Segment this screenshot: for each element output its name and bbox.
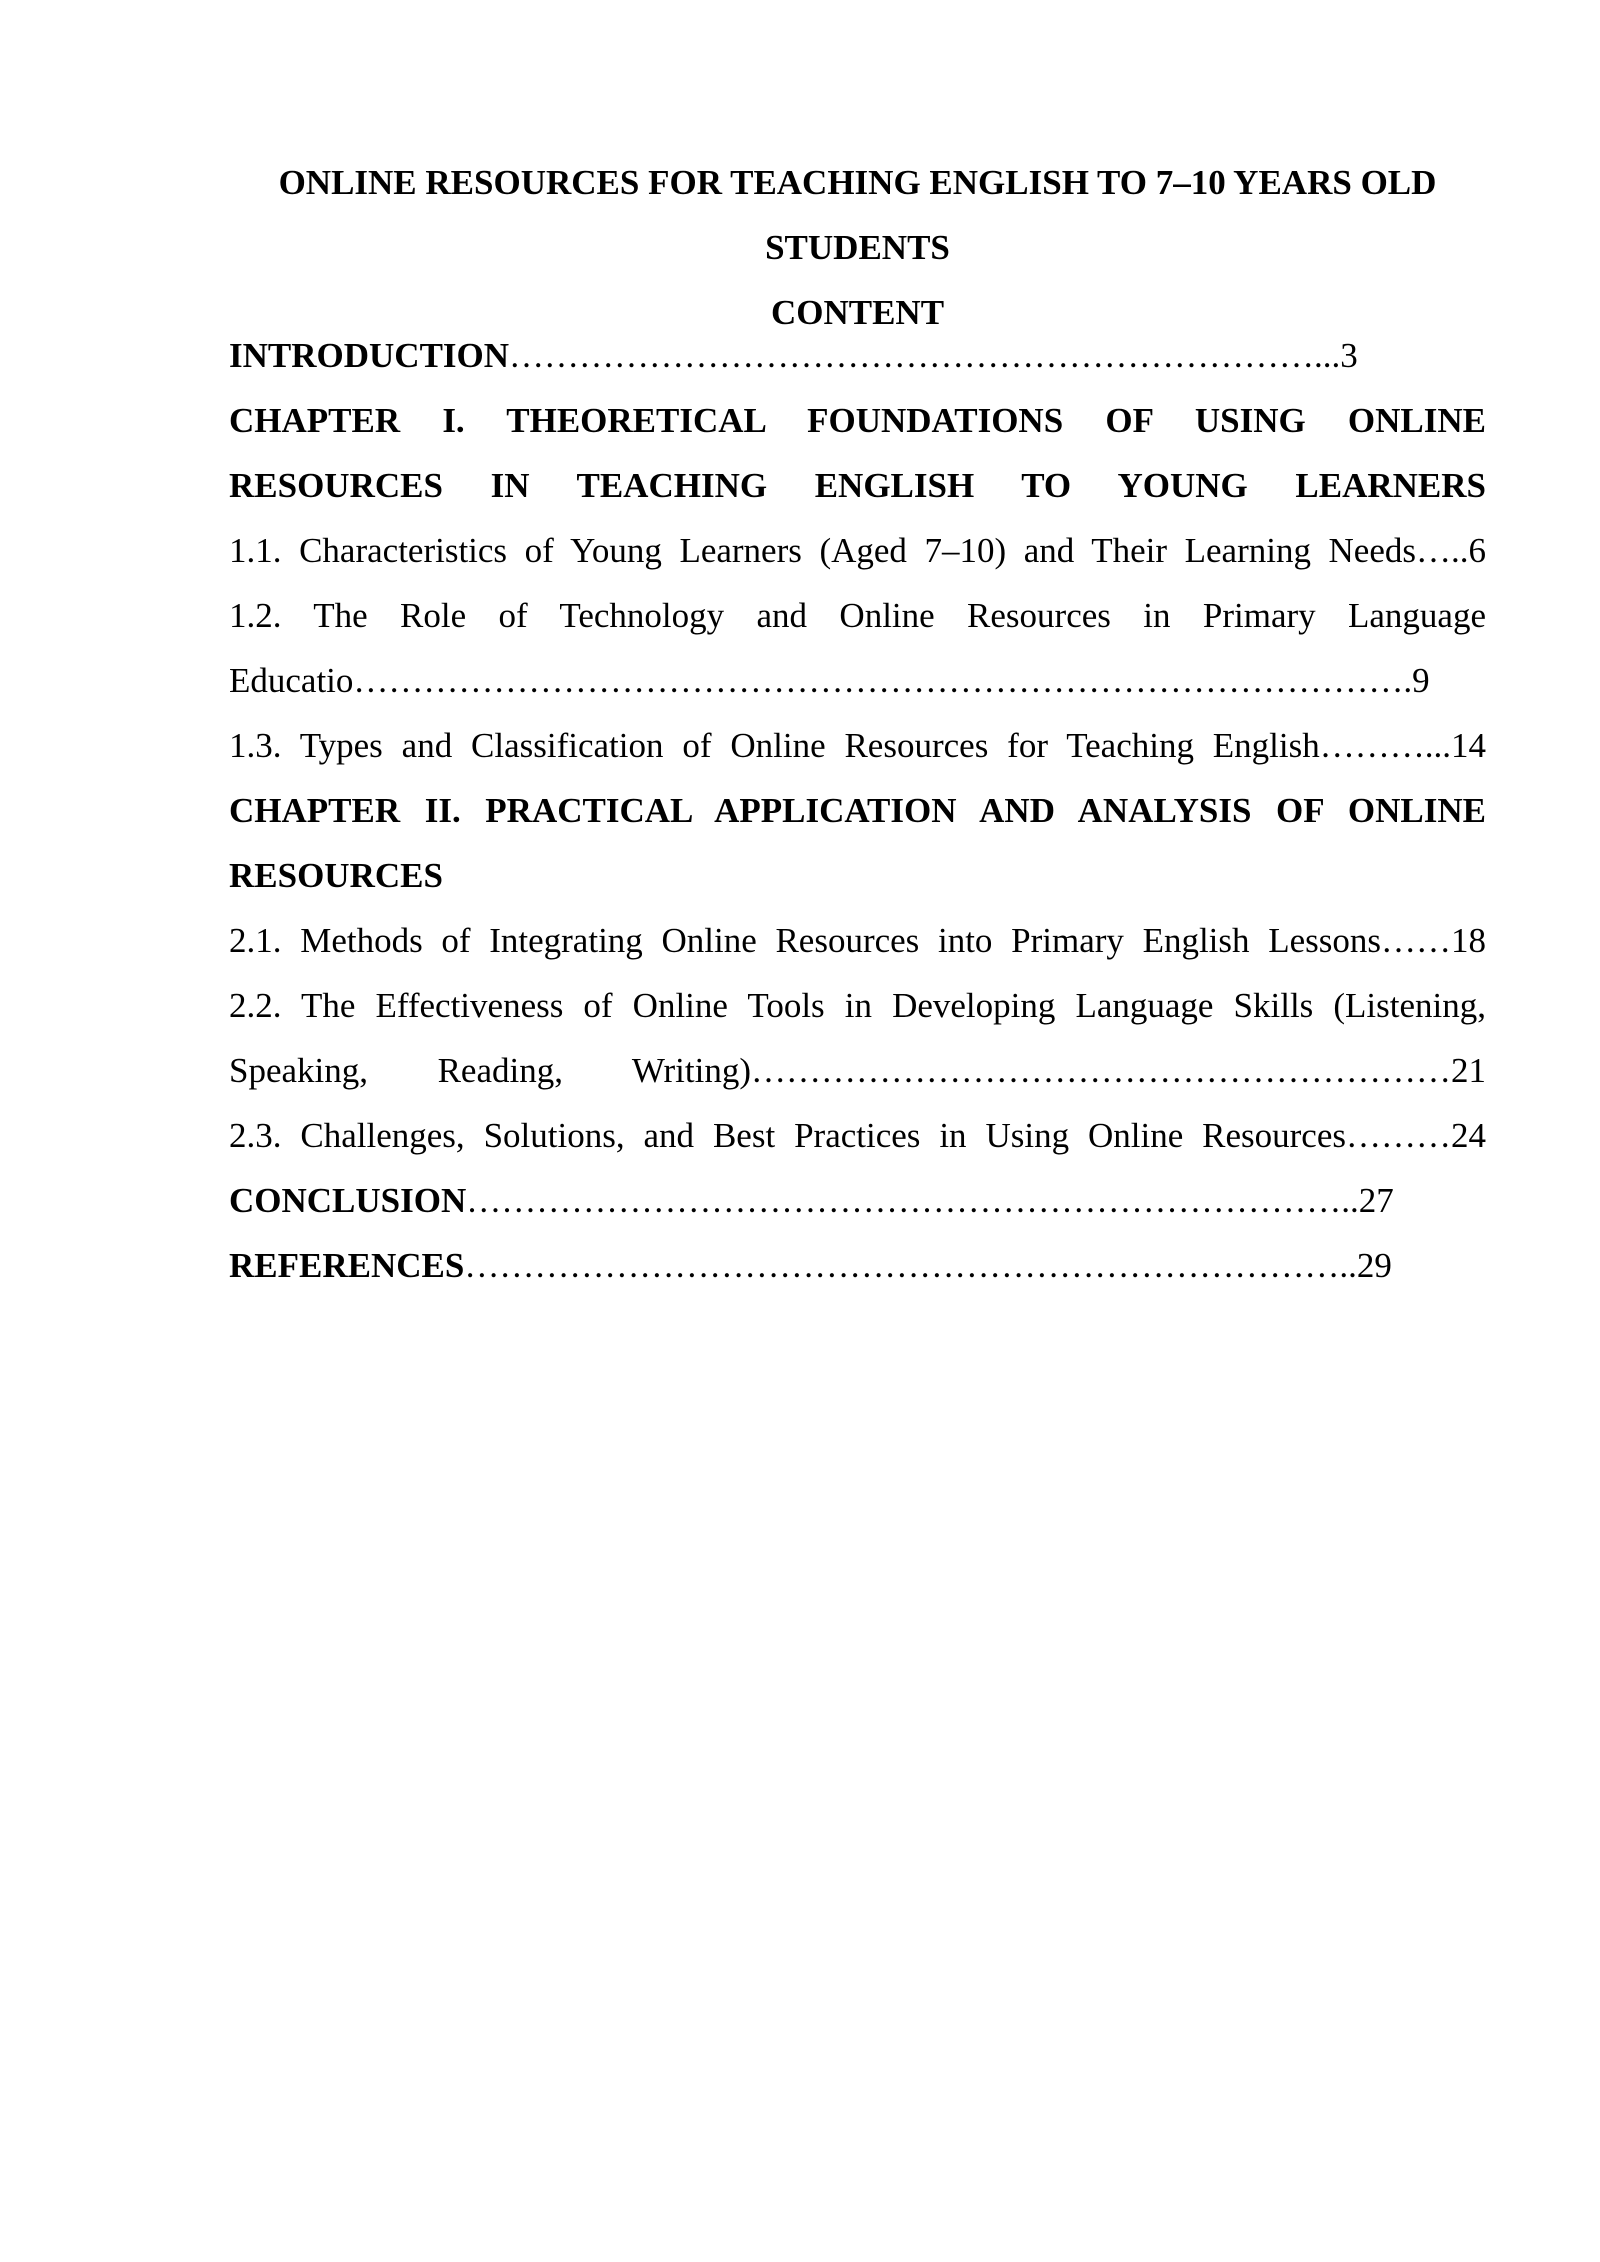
document-title-line-2: STUDENTS — [765, 228, 950, 267]
toc-item-chapter-2-line-2: RESOURCES — [229, 856, 443, 895]
toc-entry-label: INTRODUCTION — [229, 336, 510, 375]
toc-entry-label: REFERENCES — [229, 1246, 465, 1285]
toc-item-2-1: 2.1. Methods of Integrating Online Resources into Primary English Lessons……18 — [229, 921, 1486, 960]
document-title-line-1: ONLINE RESOURCES FOR TEACHING ENGLISH TO 7–10 YEARS OLD — [278, 163, 1437, 202]
toc-item-chapter-1-line-2: RESOURCES IN TEACHING ENGLISH TO YOUNG LEARNERS — [229, 466, 1486, 505]
toc-item-introduction — [229, 323, 1486, 388]
toc-leader-page: …………………………………………………………………..29 — [464, 1246, 1392, 1285]
toc-leader-page: …………………………………………………………………..27 — [466, 1181, 1394, 1220]
toc-item-references — [229, 1233, 1486, 1298]
toc-item-2-2-line-1: 2.2. The Effectiveness of Online Tools in Developing Language Skills (Listening, — [229, 986, 1486, 1025]
toc-entry-label: CONCLUSION — [229, 1181, 467, 1220]
toc-item-1-2-line-2: Educatio……………………………………………………………………………….9 — [229, 661, 1430, 700]
toc-item-1-1: 1.1. Characteristics of Young Learners (Aged 7–10) and Their Learning Needs…..6 — [229, 531, 1486, 570]
toc-item-2-2-line-2: Speaking, Reading, Writing)……………………………………………………21 — [229, 1051, 1486, 1090]
content-heading: CONTENT — [770, 293, 945, 332]
toc-leader-page: ……………………………………………………………...3 — [509, 336, 1358, 375]
toc-item-2-3: 2.3. Challenges, Solutions, and Best Practices in Using Online Resources………24 — [229, 1116, 1486, 1155]
toc-item-1-2-line-1: 1.2. The Role of Technology and Online Resources in Primary Language — [229, 596, 1486, 635]
document-page — [229, 150, 1486, 1298]
toc-item-chapter-2-line-1: CHAPTER II. PRACTICAL APPLICATION AND ANALYSIS OF ONLINE — [229, 791, 1486, 830]
toc-item-1-3: 1.3. Types and Classification of Online Resources for Teaching English………...14 — [229, 726, 1486, 765]
toc-item-conclusion — [229, 1168, 1486, 1233]
toc-item-chapter-1-line-1: CHAPTER I. THEORETICAL FOUNDATIONS OF USING ONLINE — [229, 401, 1486, 440]
